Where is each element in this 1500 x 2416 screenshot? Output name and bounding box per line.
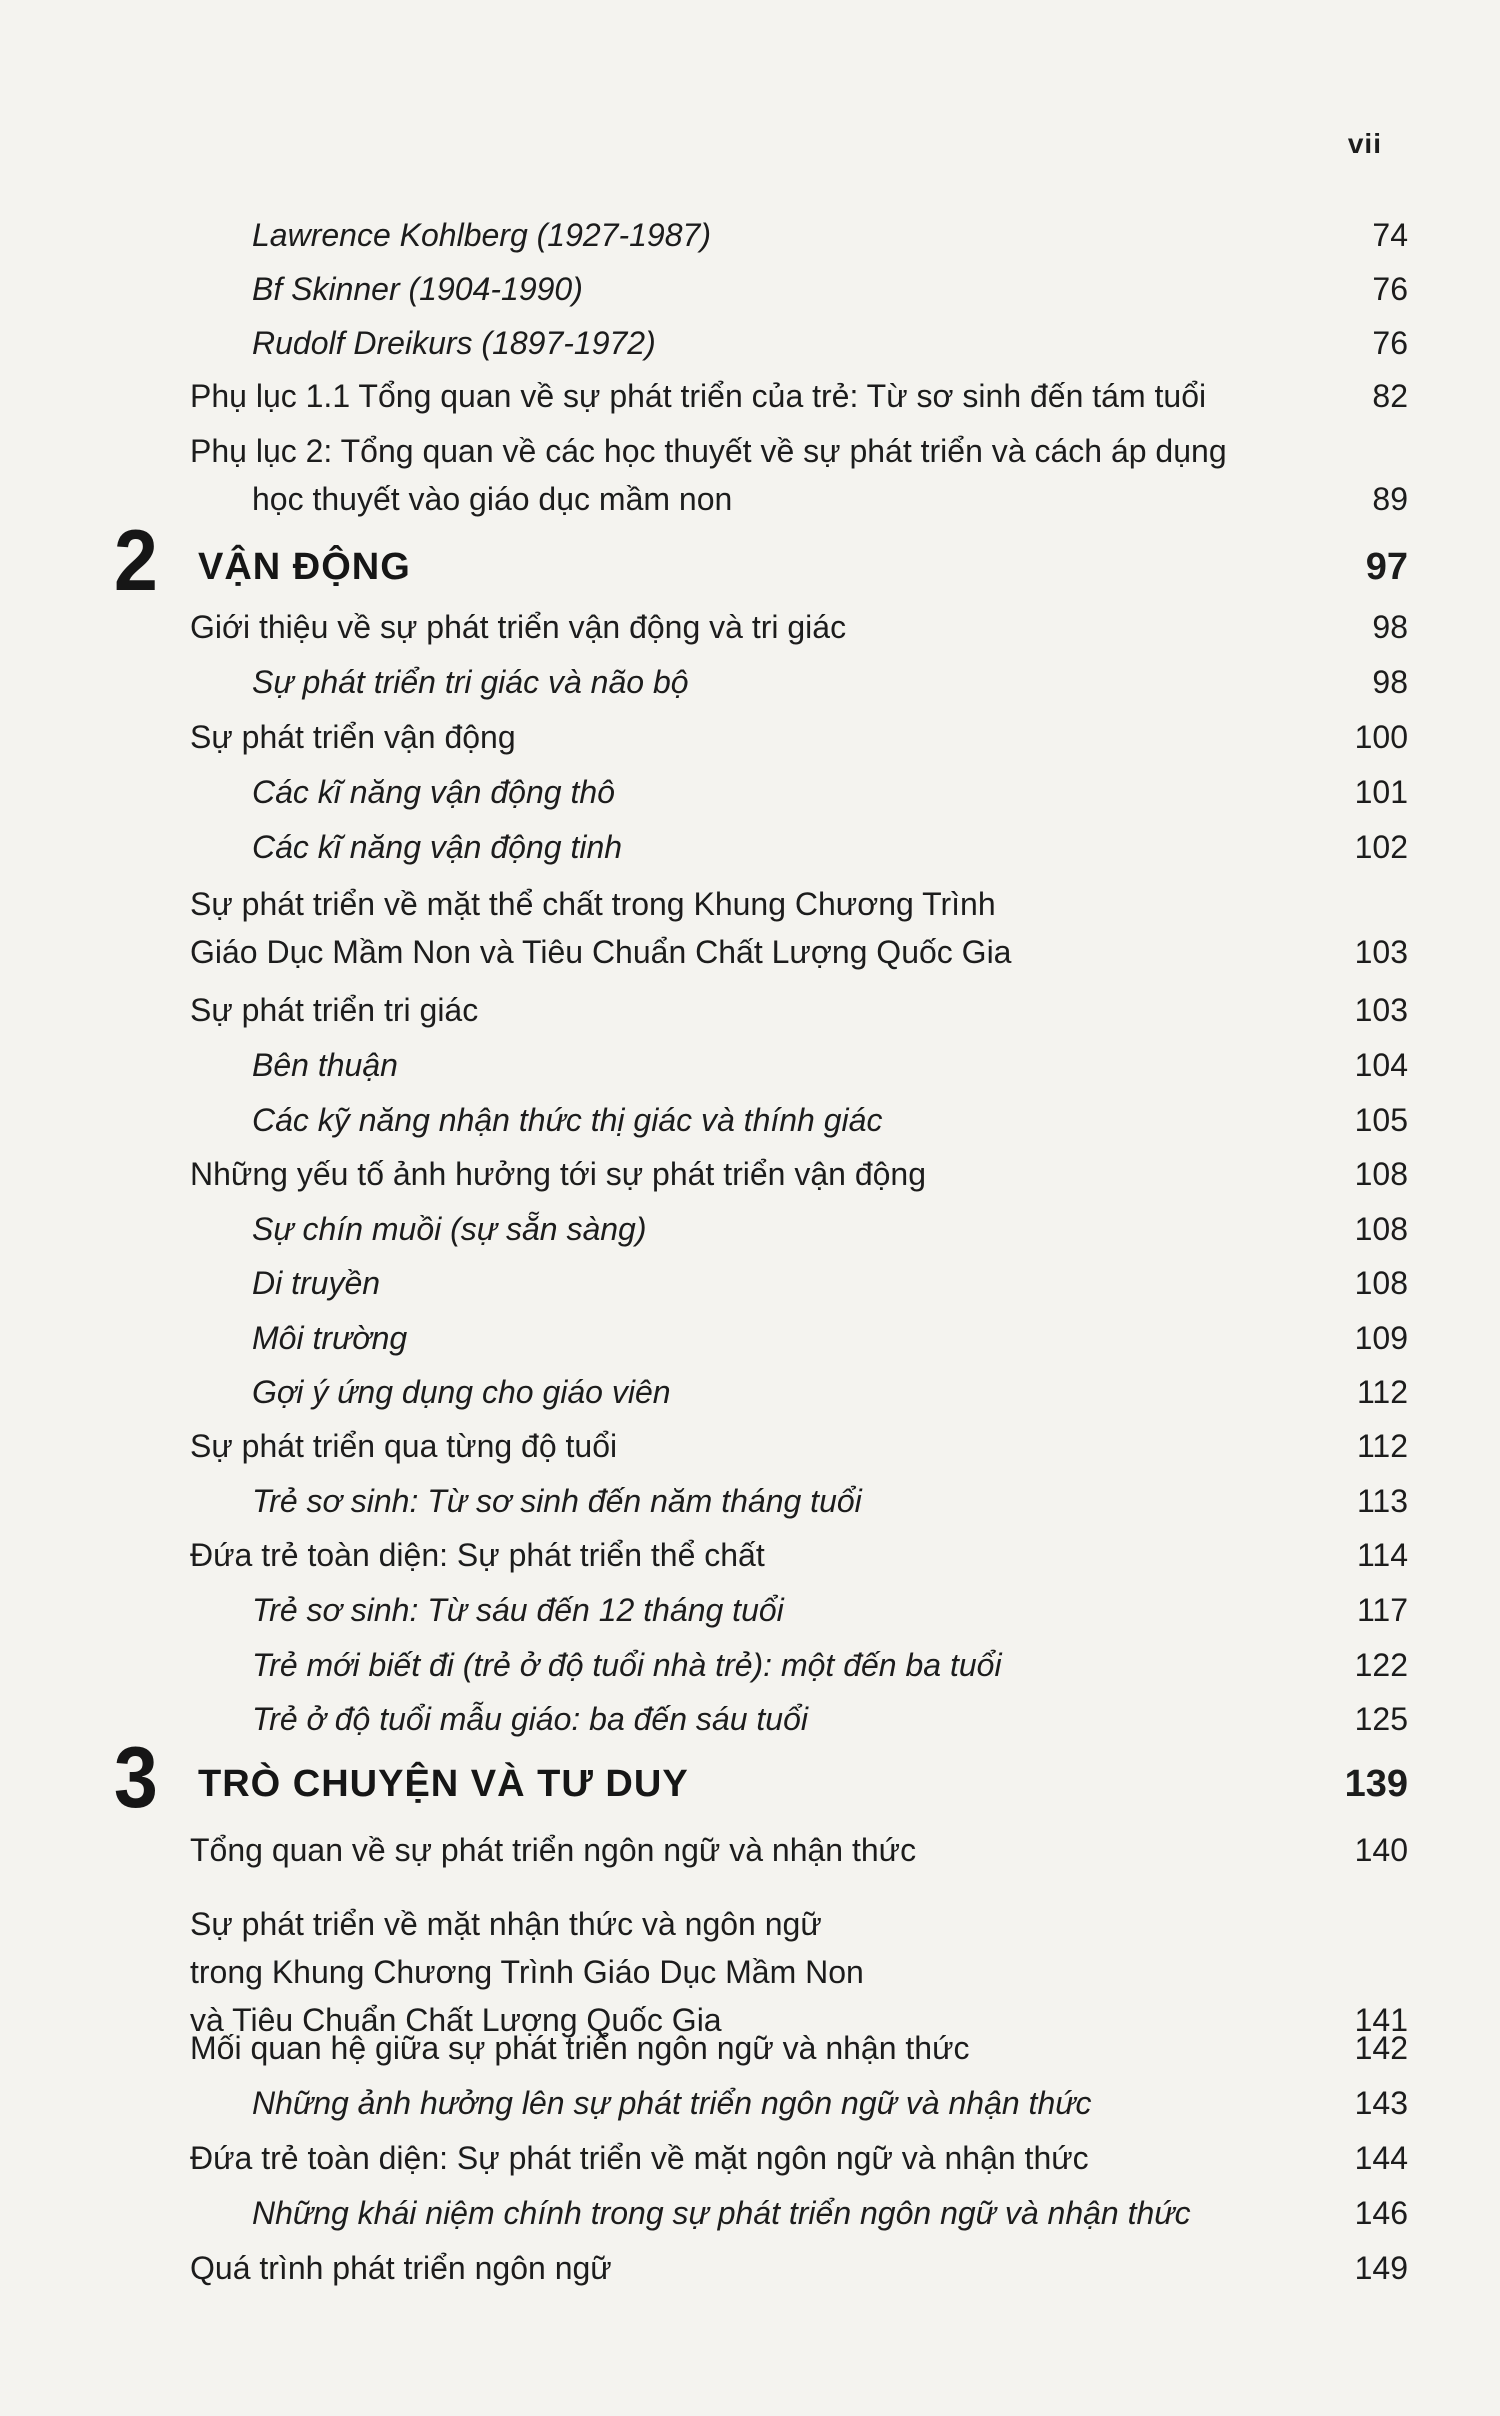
toc-entry-line: Sự phát triển vận động: [190, 719, 516, 755]
toc-subentry-title: [252, 1365, 671, 1419]
toc-entry-line: học thuyết vào giáo dục mầm non: [252, 481, 733, 517]
toc-entry-line: Trẻ sơ sinh: Từ sáu đến 12 tháng tuổi: [252, 1592, 784, 1628]
toc-entry-title: [190, 1823, 916, 1877]
toc-entry-title: [190, 2021, 970, 2075]
toc-entry-page: 108: [1354, 1156, 1408, 1192]
toc-entry: [0, 427, 1500, 517]
toc-entry-page: 74: [1372, 217, 1408, 253]
toc-entry-line: Sự chín muồi (sự sẵn sàng): [252, 1211, 647, 1247]
toc-entry-line: Rudolf Dreikurs (1897-1972): [252, 325, 656, 361]
toc-entry-line: Trẻ mới biết đi (trẻ ở độ tuổi nhà trẻ): một đến ba tuổi: [252, 1647, 1002, 1683]
toc-entry-page: 101: [1354, 774, 1408, 810]
toc-entry-page: 113: [1356, 1483, 1408, 1519]
toc-entry-page: 144: [1354, 2140, 1408, 2176]
toc-entry: [0, 1365, 1500, 1419]
toc-entry-page: 125: [1354, 1701, 1408, 1737]
toc-entry: [0, 1256, 1500, 1310]
toc-entry: [0, 710, 1500, 764]
toc-entry: [0, 2186, 1500, 2240]
toc-entry-line: Những ảnh hưởng lên sự phát triển ngôn ngữ và nhận thức: [252, 2085, 1092, 2121]
toc-entry-title: [190, 600, 846, 654]
toc-subentry-title: [252, 1202, 647, 1256]
toc-entry-line: Mối quan hệ giữa sự phát triển ngôn ngữ và nhận thức: [190, 2030, 970, 2066]
toc-entry-line: Gợi ý ứng dụng cho giáo viên: [252, 1374, 671, 1410]
toc-subentry-title: [252, 1638, 1002, 1692]
toc-entry-page: 112: [1356, 1374, 1408, 1410]
toc-entry: [0, 316, 1500, 370]
toc-entry-line: Những khái niệm chính trong sự phát triển ngôn ngữ và nhận thức: [252, 2195, 1191, 2231]
toc-subentry-title: [252, 1038, 398, 1092]
chapter-page: 97: [1365, 546, 1408, 588]
toc-entry: [0, 2021, 1500, 2075]
toc-entry: [0, 1638, 1500, 1692]
toc-entry-line: Sự phát triển tri giác: [190, 992, 479, 1028]
toc-entry-line: và Tiêu Chuẩn Chất Lượng Quốc Gia: [190, 2002, 722, 2038]
toc-entry: [0, 1202, 1500, 1256]
toc-entry-title: [190, 983, 478, 1037]
toc-entry: [0, 765, 1500, 819]
chapter-page: 139: [1344, 1763, 1408, 1805]
toc-entry: [0, 1823, 1500, 1877]
toc-subentry-title: [252, 316, 656, 370]
toc-entry-page: 98: [1372, 609, 1408, 645]
toc-entry-line: Bên thuận: [252, 1047, 398, 1083]
toc-subentry-title: [252, 1093, 882, 1147]
toc-entry-title: [190, 710, 516, 764]
toc-entry-page: 89: [1372, 481, 1408, 517]
toc-entry-page: 100: [1354, 719, 1408, 755]
toc-entry-line: Phụ lục 2: Tổng quan về các học thuyết về sự phát triển và cách áp dụng: [190, 433, 1227, 469]
toc-entry: [0, 262, 1500, 316]
toc-entry-page: 103: [1354, 992, 1408, 1028]
toc-entry-page: 103: [1354, 934, 1408, 970]
toc-subentry-title: [252, 820, 622, 874]
toc-entry-line: Giáo Dục Mầm Non và Tiêu Chuẩn Chất Lượng Quốc Gia: [190, 934, 1012, 970]
toc-entry: [0, 1528, 1500, 1582]
toc-subentry-title: [252, 1474, 862, 1528]
toc-entry: [0, 2241, 1500, 2295]
toc-entry-page: 142: [1354, 2030, 1408, 2066]
toc-entry-page: 102: [1354, 829, 1408, 865]
toc-subentry-title: [252, 655, 689, 709]
toc-subentry-title: [252, 2076, 1092, 2130]
toc-entry: [0, 600, 1500, 654]
toc-entry-line: Đứa trẻ toàn diện: Sự phát triển về mặt ngôn ngữ và nhận thức: [190, 2140, 1089, 2176]
toc-entry-line: Phụ lục 1.1 Tổng quan về sự phát triển của trẻ: Từ sơ sinh đến tám tuổi: [190, 378, 1207, 414]
toc-entry-page: 76: [1372, 271, 1408, 307]
toc-entry-title: [190, 369, 1206, 423]
toc-entry-page: 112: [1356, 1428, 1408, 1464]
toc-entry-line: Các kĩ năng vận động tinh: [252, 829, 623, 865]
toc-subentry-title: [252, 765, 615, 819]
toc-entry-line: Môi trường: [252, 1320, 408, 1356]
chapter-number: 3: [113, 1730, 158, 1826]
toc-subentry-title: [252, 2186, 1191, 2240]
toc-entry-title: [190, 1528, 765, 1582]
toc-entry-page: 149: [1354, 2250, 1408, 2286]
toc-entry-line: Di truyền: [252, 1265, 381, 1301]
page-number: vii: [1347, 128, 1382, 159]
toc-entry-title: [190, 2131, 1089, 2185]
toc-entry-page: 140: [1354, 1832, 1408, 1868]
toc-entry: [0, 655, 1500, 709]
toc-entry-page: 143: [1354, 2085, 1408, 2121]
toc-entry: [0, 1583, 1500, 1637]
toc-entry-title: [190, 1147, 926, 1201]
toc-subentry-title: [252, 1311, 407, 1365]
toc-entry-page: 104: [1354, 1047, 1408, 1083]
toc-entry-line: Giới thiệu về sự phát triển vận động và tri giác: [190, 609, 847, 645]
chapter-heading: [0, 1730, 1500, 1826]
toc-subentry-title: [252, 1692, 808, 1746]
toc-entry-page: 82: [1372, 378, 1408, 414]
chapter-title: TRÒ CHUYỆN VÀ TƯ DUY: [198, 1763, 689, 1805]
toc-entry-title: [190, 880, 1011, 976]
toc-entry-line: Tổng quan về sự phát triển ngôn ngữ và nhận thức: [190, 1832, 917, 1868]
toc-entry-line: Trẻ ở độ tuổi mẫu giáo: ba đến sáu tuổi: [252, 1701, 808, 1737]
toc-entry-line: Trẻ sơ sinh: Từ sơ sinh đến năm tháng tuổi: [252, 1483, 862, 1519]
toc-entry-title: [190, 427, 1227, 523]
toc-entry-page: 108: [1354, 1265, 1408, 1301]
toc-entry: [0, 1474, 1500, 1528]
toc-entry: [0, 1311, 1500, 1365]
toc-entry-page: 141: [1354, 2002, 1408, 2038]
toc-entry-title: [190, 1419, 617, 1473]
chapter-number: 2: [113, 513, 158, 609]
toc-subentry-title: [252, 262, 583, 316]
toc-entry-line: Quá trình phát triển ngôn ngữ: [190, 2250, 612, 2286]
toc-entry-page: 108: [1354, 1211, 1408, 1247]
toc-entry-line: Các kĩ năng vận động thô: [252, 774, 615, 810]
toc-subentry-title: [252, 1256, 380, 1310]
toc-entry-line: Những yếu tố ảnh hưởng tới sự phát triển vận động: [190, 1156, 927, 1192]
toc-entry: [0, 2131, 1500, 2185]
toc-entry: [0, 369, 1500, 423]
toc-entry-line: Lawrence Kohlberg (1927-1987): [252, 217, 711, 253]
toc-entry-line: Đứa trẻ toàn diện: Sự phát triển thể chất: [190, 1537, 765, 1573]
toc-entry: [0, 2076, 1500, 2130]
toc-entry-line: Sự phát triển về mặt thể chất trong Khung Chương Trình: [190, 886, 996, 922]
toc-entry: [0, 983, 1500, 1037]
toc-entry: [0, 1147, 1500, 1201]
toc-subentry-title: [252, 1583, 784, 1637]
toc-entry-line: Các kỹ năng nhận thức thị giác và thính giác: [252, 1102, 883, 1138]
toc-entry-page: 117: [1356, 1592, 1408, 1628]
toc-entry: [0, 1900, 1500, 2038]
toc-entry: [0, 820, 1500, 874]
toc-entry-page: 76: [1372, 325, 1408, 361]
toc-entry: [0, 1419, 1500, 1473]
toc-entry-line: Sự phát triển qua từng độ tuổi: [190, 1428, 618, 1464]
toc-entry-line: Bf Skinner (1904-1990): [252, 271, 583, 307]
toc-entry: [0, 1692, 1500, 1746]
toc-entry-page: 146: [1354, 2195, 1408, 2231]
toc-entry: [0, 880, 1500, 970]
toc-entry-page: 98: [1372, 664, 1408, 700]
toc-entry: [0, 1038, 1500, 1092]
toc-entry: [0, 1093, 1500, 1147]
toc-entry: [0, 208, 1500, 262]
toc-entry-page: 105: [1354, 1102, 1408, 1138]
toc-entry-line: trong Khung Chương Trình Giáo Dục Mầm Non: [190, 1954, 864, 1990]
chapter-title: VẬN ĐỘNG: [198, 546, 411, 588]
toc-entry-title: [190, 2241, 612, 2295]
toc-entry-page: 122: [1354, 1647, 1408, 1683]
toc-subentry-title: [252, 208, 711, 262]
toc-entry-page: 109: [1354, 1320, 1408, 1356]
toc-entry-page: 114: [1356, 1537, 1408, 1573]
chapter-heading: [0, 513, 1500, 609]
toc-entry-line: Sự phát triển về mặt nhận thức và ngôn ngữ: [190, 1906, 822, 1942]
toc-entry-line: Sự phát triển tri giác và não bộ: [252, 664, 689, 700]
